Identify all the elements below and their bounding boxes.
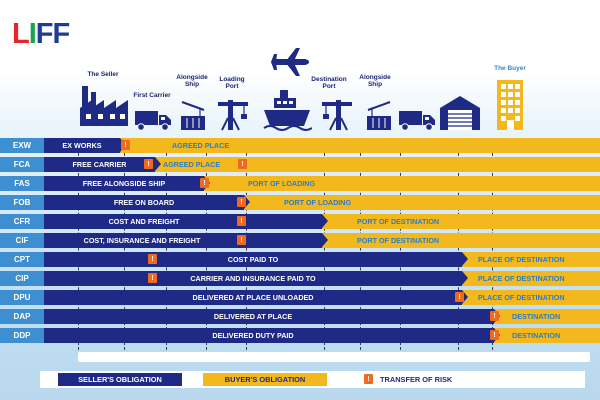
incoterm-code: CIP — [0, 271, 44, 286]
risk-transfer-icon: ! — [148, 254, 157, 264]
seller-term-label: FREE ON BOARD — [113, 198, 175, 207]
incoterm-row-cpt — [0, 252, 600, 267]
seller-term-label: FREE ALONGSIDE SHIP — [82, 179, 166, 188]
seller-term-label: DELIVERED AT PLACE — [213, 312, 293, 321]
truck-icon — [134, 108, 172, 132]
header-alongside-ship: Alongside Ship — [176, 74, 208, 88]
header-destination-port: Destination Port — [311, 76, 347, 90]
incoterm-code: FOB — [0, 195, 44, 210]
seller-term-label: CARRIER AND INSURANCE PAID TO — [190, 274, 316, 283]
divider-strip — [78, 352, 590, 362]
seller-band-arrow — [462, 252, 468, 266]
seller-term-label: COST AND FREIGHT — [108, 217, 180, 226]
risk-transfer-icon: ! — [237, 235, 246, 245]
risk-transfer-icon: ! — [200, 178, 209, 188]
warehouse-icon — [438, 94, 482, 132]
seller-band-arrow — [155, 157, 161, 171]
truck-icon-2 — [398, 108, 436, 132]
header-loading-port: Loading Port — [219, 76, 245, 90]
buyer-term-label: PORT OF DESTINATION — [357, 236, 440, 245]
seller-term-label: DELIVERED DUTY PAID — [212, 331, 294, 340]
incoterm-code: CPT — [0, 252, 44, 267]
incoterm-code: FAS — [0, 176, 44, 191]
legend-buyer-obligation: BUYER'S OBLIGATION — [203, 373, 327, 386]
incoterm-row-cfr — [0, 214, 600, 229]
buyer-term-label: PORT OF LOADING — [248, 179, 316, 188]
buyer-obligation-band — [155, 157, 600, 172]
incoterm-row-fas — [0, 176, 600, 191]
incoterm-row-dap — [0, 309, 600, 324]
seller-band-arrow — [322, 214, 328, 228]
header-first-carrier: First Carrier — [133, 92, 171, 99]
incoterm-row-cip — [0, 271, 600, 286]
ship-icon — [262, 82, 312, 132]
seller-term-label: FREE CARRIER — [72, 160, 127, 169]
risk-transfer-icon: ! — [455, 292, 464, 302]
risk-transfer-icon: ! — [144, 159, 153, 169]
airplane-icon — [268, 46, 310, 78]
incoterm-code: DDP — [0, 328, 44, 343]
buyer-term-label: AGREED PLACE — [163, 160, 221, 169]
buyer-term-label: PLACE OF DESTINATION — [478, 274, 565, 283]
risk-transfer-icon: ! — [238, 159, 247, 169]
incoterm-code: DAP — [0, 309, 44, 324]
incoterm-code: CFR — [0, 214, 44, 229]
seller-band-arrow — [462, 271, 468, 285]
incoterm-code: EXW — [0, 138, 44, 153]
buyer-term-label: PLACE OF DESTINATION — [478, 293, 565, 302]
incoterm-row-cif — [0, 233, 600, 248]
buyer-term-label: AGREED PLACE — [172, 141, 230, 150]
seller-term-label: COST PAID TO — [227, 255, 279, 264]
port-crane-icon-2 — [320, 96, 356, 132]
liff-logo — [12, 20, 69, 49]
seller-band-arrow — [322, 233, 328, 247]
buyer-term-label: PORT OF LOADING — [284, 198, 352, 207]
header-alongside-ship-2: Alongside Ship — [359, 74, 391, 88]
buyer-term-label: PORT OF DESTINATION — [357, 217, 440, 226]
risk-transfer-icon: ! — [490, 330, 499, 340]
risk-transfer-icon: ! — [237, 216, 246, 226]
seller-term-label: DELIVERED AT PLACE UNLOADED — [192, 293, 314, 302]
incoterm-row-ddp — [0, 328, 600, 343]
incoterm-row-fca — [0, 157, 600, 172]
legend-risk-icon: ! — [364, 374, 373, 384]
legend-seller-obligation: SELLER'S OBLIGATION — [58, 373, 182, 386]
logo-letter: F — [35, 18, 53, 50]
header-buyer: The Buyer — [494, 65, 526, 72]
crane-container-icon-2 — [364, 98, 394, 132]
risk-transfer-icon: ! — [148, 273, 157, 283]
risk-transfer-icon: ! — [237, 197, 246, 207]
logo-letter: I — [28, 18, 36, 50]
risk-transfer-icon: ! — [121, 140, 130, 150]
incoterm-row-exw — [0, 138, 600, 153]
logo-letter: L — [12, 18, 29, 50]
legend-transfer-of-risk: TRANSFER OF RISK — [380, 375, 453, 384]
buyer-term-label: PLACE OF DESTINATION — [478, 255, 565, 264]
incoterm-row-fob — [0, 195, 600, 210]
building-icon — [495, 78, 525, 132]
seller-term-label: COST, INSURANCE AND FREIGHT — [83, 236, 201, 245]
incoterm-row-dpu — [0, 290, 600, 305]
logo-letter: F — [52, 18, 70, 50]
factory-icon — [78, 82, 130, 130]
seller-term-label: EX WORKS — [62, 141, 102, 150]
incoterm-code: DPU — [0, 290, 44, 305]
incoterm-code: CIF — [0, 233, 44, 248]
incoterm-code: FCA — [0, 157, 44, 172]
crane-container-icon — [178, 98, 208, 132]
buyer-term-label: DESTINATION — [512, 331, 561, 340]
port-crane-icon — [214, 96, 250, 132]
header-seller: The Seller — [87, 71, 119, 78]
risk-transfer-icon: ! — [490, 311, 499, 321]
buyer-term-label: DESTINATION — [512, 312, 561, 321]
